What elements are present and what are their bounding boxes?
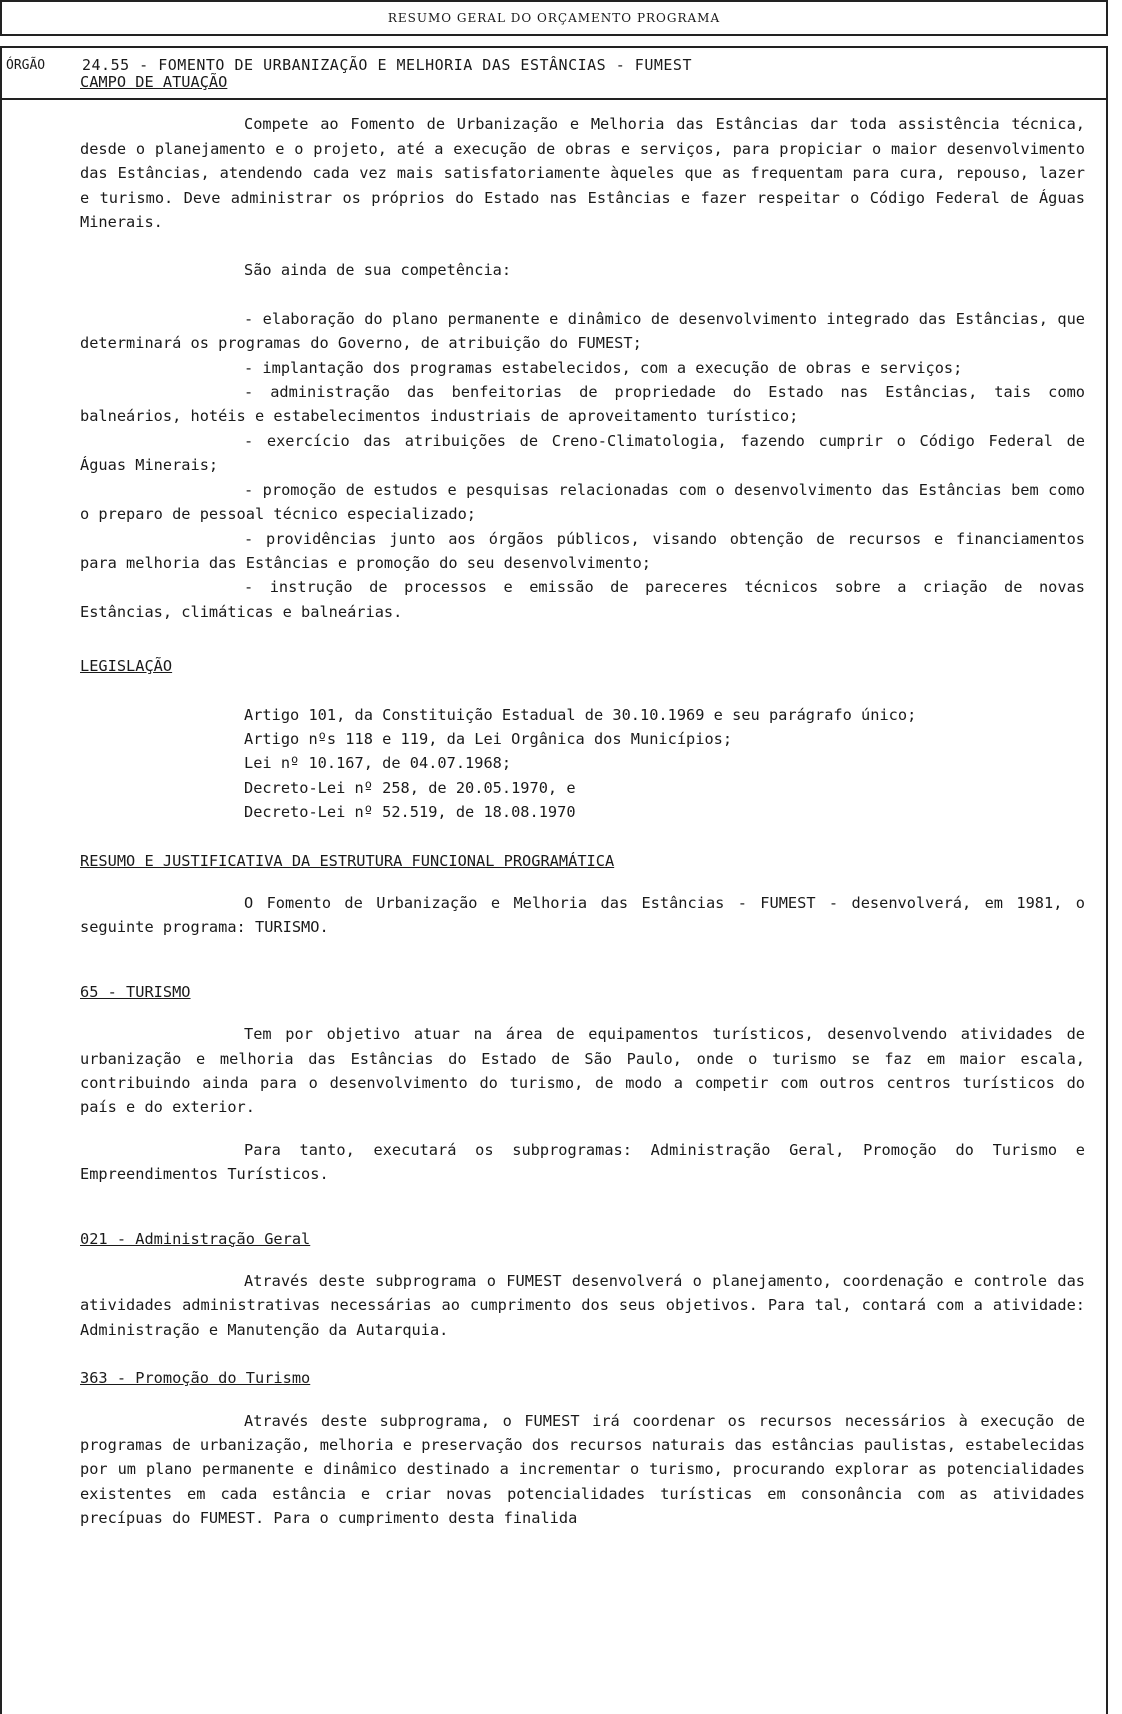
legislation-item: Decreto-Lei nº 52.519, de 18.08.1970 xyxy=(244,803,576,822)
section-heading-promocao: 363 - Promoção do Turismo xyxy=(80,1369,311,1388)
header-title: RESUMO GERAL DO ORÇAMENTO PROGRAMA xyxy=(387,11,721,25)
legislation-item: Decreto-Lei nº 258, de 20.05.1970, e xyxy=(244,778,576,797)
campo-paragraph: Compete ao Fomento de Urbanização e Melhoria das Estâncias dar toda assistência técnica, desde o planejamento e o projeto, até a execução de obras e serviços, para propiciar o maior desenvolvimento das Estâncias, atendendo cada vez mais satisfatoriamente àqueles que as frequentam para cura, repouso, lazer e turismo. Deve administrar os próprios do Estado nas Estâncias e fazer respeitar o Código Federal de Águas Minerais. xyxy=(80,115,1085,232)
competence-item: - instrução de processos e emissão de pareceres técnicos sobre a criação de novas Estâncias, climáticas e balneárias. xyxy=(80,578,1085,621)
section-heading-legislacao: LEGISLAÇÃO xyxy=(80,657,173,676)
section-heading-resumo: RESUMO E JUSTIFICATIVA DA ESTRUTURA FUNCIONAL PROGRAMÁTICA xyxy=(80,851,615,870)
page-header xyxy=(0,0,1108,36)
competence-item: - promoção de estudos e pesquisas relacionadas com o desenvolvimento das Estâncias bem como o preparo de pessoal técnico especializado; xyxy=(80,480,1085,524)
legislation-item: Artigo 101, da Constituição Estadual de 30.10.1969 e seu parágrafo único; xyxy=(244,705,917,724)
section-heading-campo: CAMPO DE ATUAÇÃO xyxy=(80,73,228,91)
admin-paragraph: Através deste subprograma o FUMEST desenvolverá o planejamento, coordenação e controle das atividades administrativas necessárias ao cumprimento dos seus objetivos. Para tal, contará com a atividade: Administração e Manutenção da Autarquia. xyxy=(80,1272,1085,1339)
document-body xyxy=(80,70,1085,1531)
competence-item: - elaboração do plano permanente e dinâmico de desenvolvimento integrado das Estâncias, que determinará os programas do Governo, de atribuição do FUMEST; xyxy=(80,309,1085,353)
competence-item: - administração das benfeitorias de propriedade do Estado nas Estâncias, tais como balneários, hotéis e estabelecimentos industriais de aproveitamento turístico; xyxy=(80,383,1085,426)
legislation-item: Artigo nºs 118 e 119, da Lei Orgânica dos Municípios; xyxy=(244,729,733,748)
competence-item: - providências junto aos órgãos públicos, visando obtenção de recursos e financiamentos para melhoria das Estâncias e promoção do seu desenvolvimento; xyxy=(80,529,1085,572)
turismo-paragraph: Tem por objetivo atuar na área de equipamentos turísticos, desenvolvendo atividades de urbanização e melhoria das Estâncias do Estado de São Paulo, onde o turismo se faz em maior escala, contribuindo ainda para o desenvolvimento do turismo, de modo a competir com outros centros turísticos do país e do exterior. xyxy=(80,1025,1085,1117)
section-heading-admin: 021 - Administração Geral xyxy=(80,1229,311,1248)
promocao-paragraph: Através deste subprograma, o FUMEST irá coordenar os recursos necessários à execução de programas de urbanização, melhoria e preservação dos recursos naturais das estâncias paulistas, estabelecidas por um plano permanente e dinâmico destinado a incrementar o turismo, procurando explorar as potencialidades existentes em cada estância e criar novas potencialidades turísticas em consonância com as atividades precípuas do FUMEST. Para o cumprimento desta finalida xyxy=(80,1411,1085,1528)
turismo-subprograms: Para tanto, executará os subprogramas: Administração Geral, Promoção do Turismo e Empreendimentos Turísticos. xyxy=(80,1140,1085,1184)
competence-item: - implantação dos programas estabelecidos, com a execução de obras e serviços; xyxy=(244,358,963,377)
resumo-paragraph: O Fomento de Urbanização e Melhoria das Estâncias - FUMEST - desenvolverá, em 1981, o seguinte programa: TURISMO. xyxy=(80,893,1085,937)
orgao-title: 24.55 - FOMENTO DE URBANIZAÇÃO E MELHORIA DAS ESTÂNCIAS - FUMEST xyxy=(82,56,692,74)
legislation-item: Lei nº 10.167, de 04.07.1968; xyxy=(244,754,512,773)
section-heading-turismo: 65 - TURISMO xyxy=(80,982,191,1001)
campo-intro: São ainda de sua competência: xyxy=(244,261,512,280)
orgao-label: ÓRGÃO xyxy=(6,58,46,73)
competence-item: - exercício das atribuições de Creno-Climatologia, fazendo cumprir o Código Federal de Águas Minerais; xyxy=(80,431,1085,475)
